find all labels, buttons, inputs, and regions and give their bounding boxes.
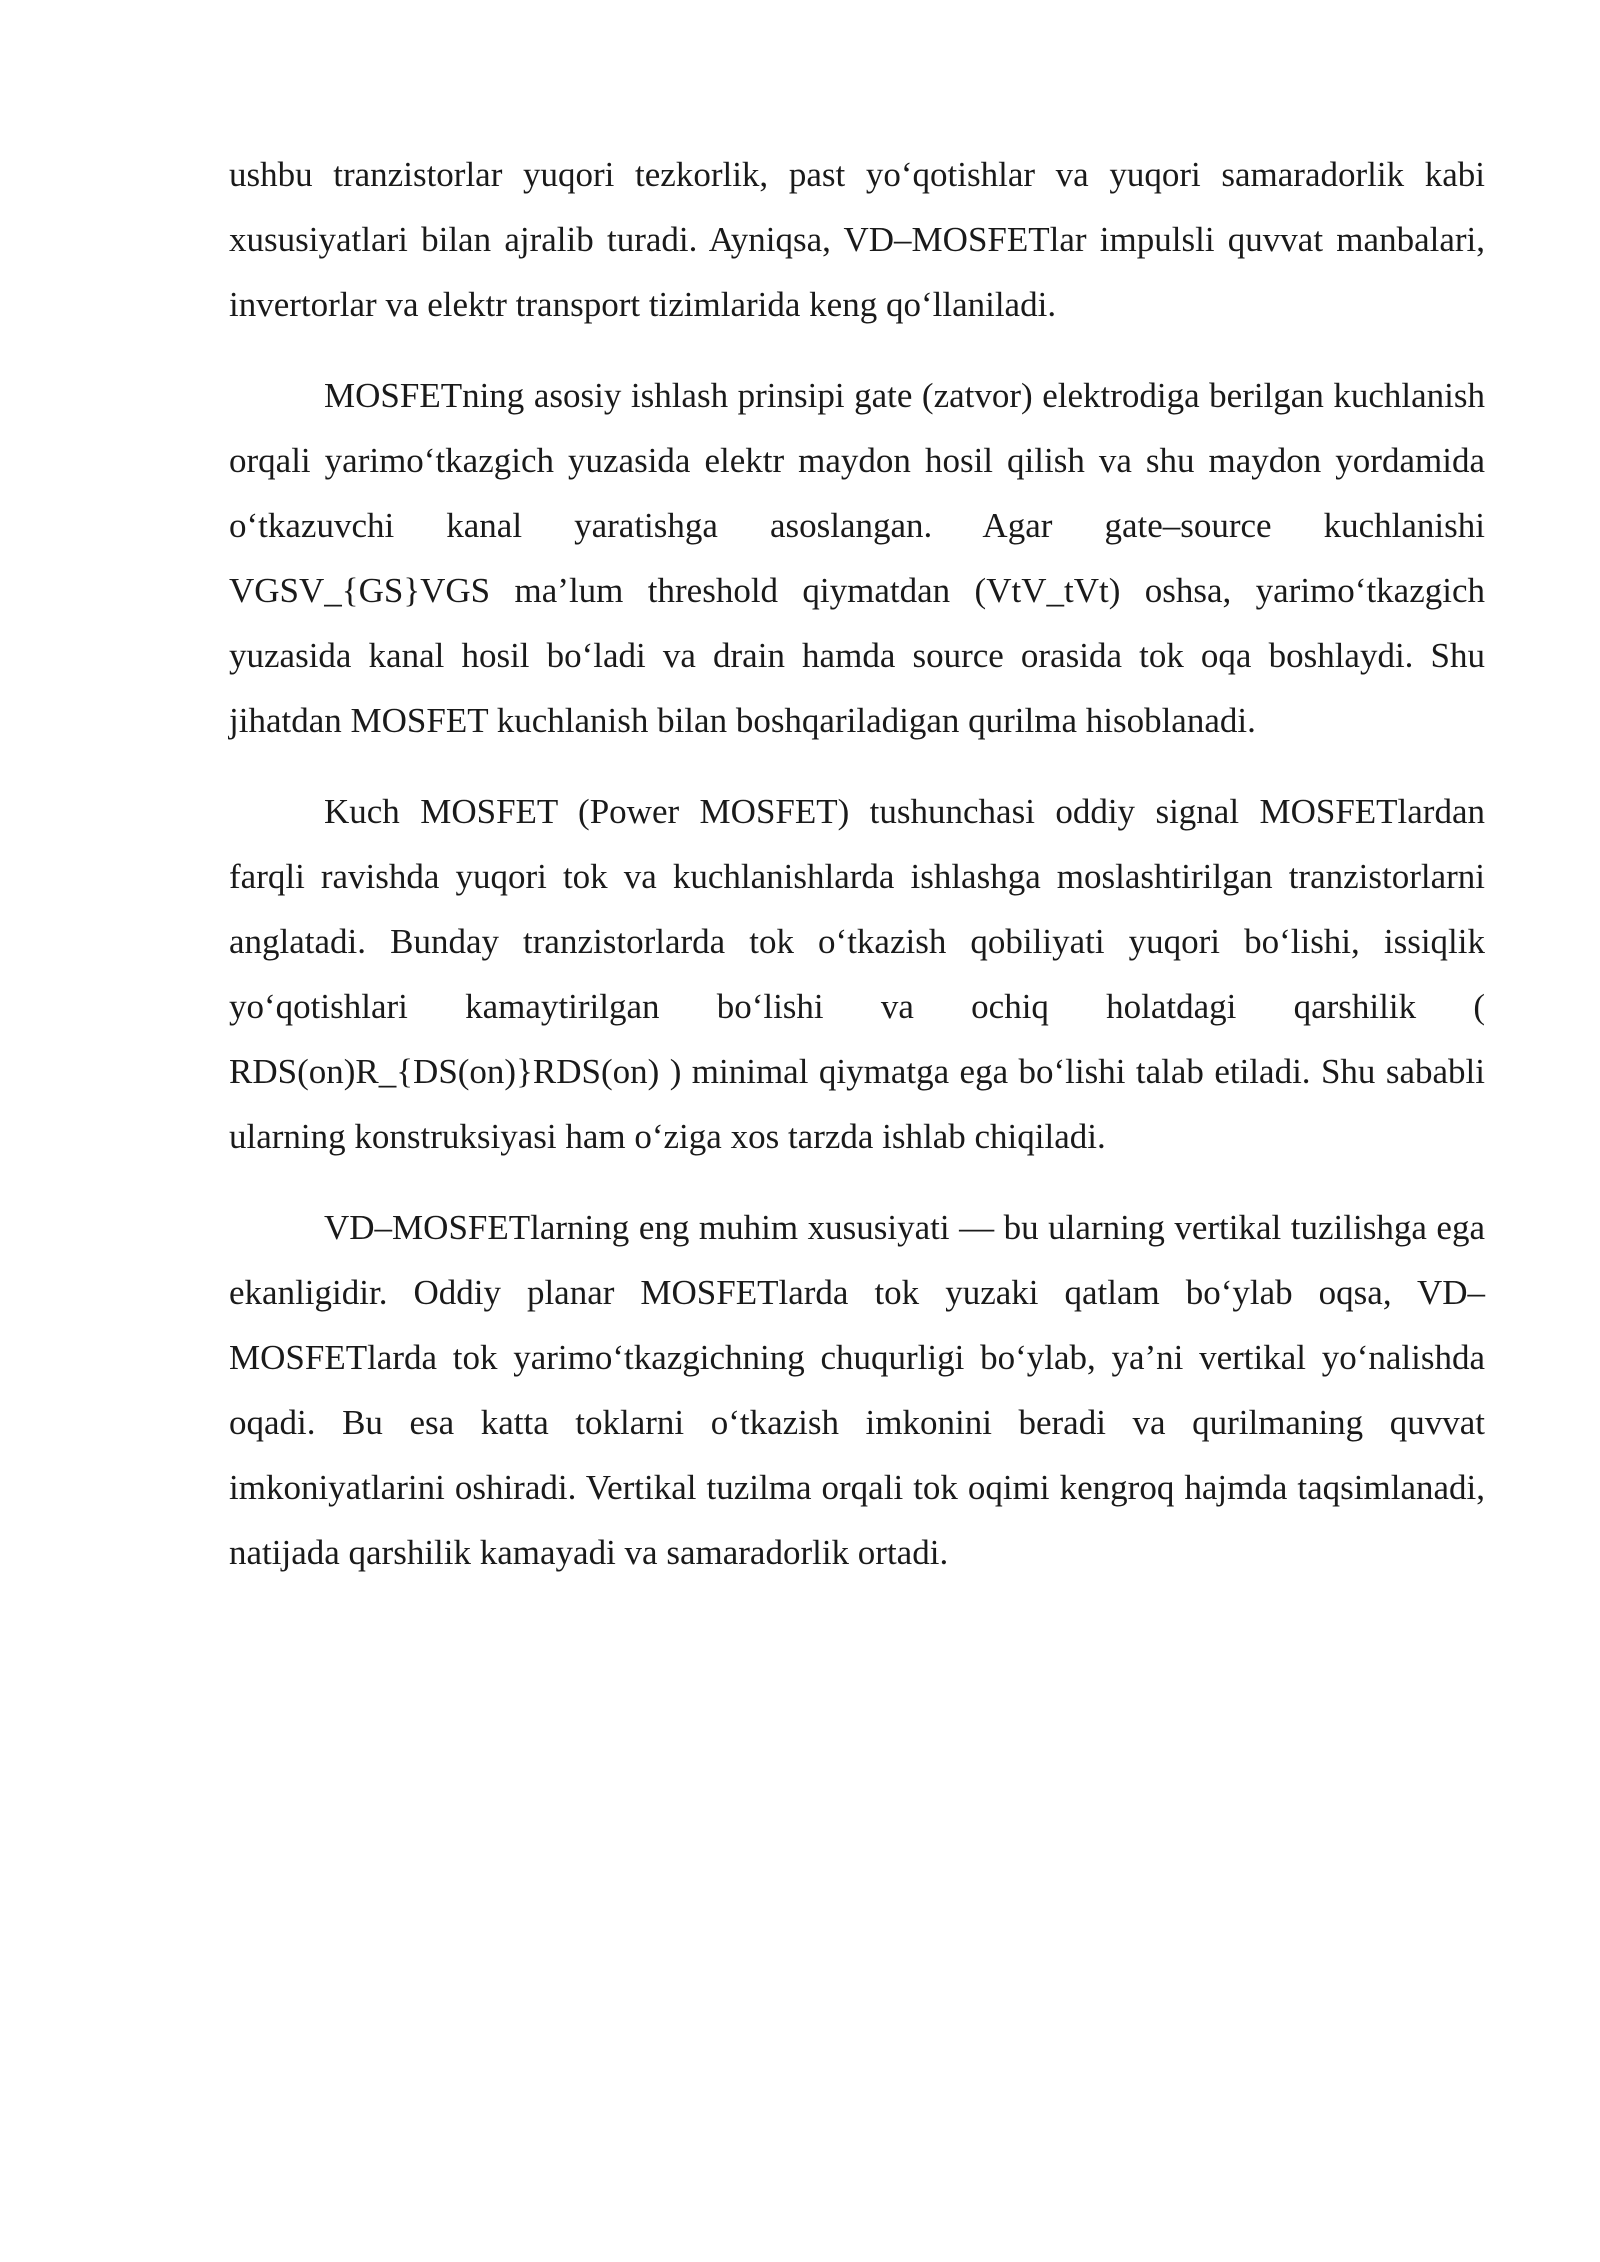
paragraph-power-mosfet: Kuch MOSFET (Power MOSFET) tushunchasi oddiy signal MOSFETlardan farqli ravishda yuqori tok va kuchlanishlarda ishlashga moslashtirilgan tranzistorlarni anglatadi. Bunday tranzistorlarda tok o‘tkazish qobiliyati yuqori bo‘lishi, issiqlik yo‘qotishlari kamaytirilgan bo‘lishi va ochiq holatdagi qarshilik ( RDS(on)R_{DS(on)}RDS(on) ) minimal qiymatga ega bo‘lishi talab etiladi. Shu sababli ularning konstruksiyasi ham o‘ziga xos tarzda ishlab chiqiladi. xyxy=(229,792,1485,1156)
document-body xyxy=(229,142,1485,1611)
paragraph-continuation: ushbu tranzistorlar yuqori tezkorlik, past yo‘qotishlar va yuqori samaradorlik kabi xususiyatlari bilan ajralib turadi. Ayniqsa, VD–MOSFETlar impulsli quvvat manbalari, invertorlar va elektr transport tizimlarida keng qo‘llaniladi. xyxy=(229,155,1485,324)
paragraph-vd-mosfet-structure: VD–MOSFETlarning eng muhim xususiyati — bu ularning vertikal tuzilishga ega ekanligidir. Oddiy planar MOSFETlarda tok yuzaki qatlam bo‘ylab oqsa, VD–MOSFETlarda tok yarimo‘tkazgichning chuqurligi bo‘ylab, ya’ni vertikal yo‘nalishda oqadi. Bu esa katta toklarni o‘tkazish imkonini beradi va qurilmaning quvvat imkoniyatlarini oshiradi. Vertikal tuzilma orqali tok oqimi kengroq hajmda taqsimlanadi, natijada qarshilik kamayadi va samaradorlik ortadi. xyxy=(229,1208,1485,1572)
paragraph-mosfet-principle: MOSFETning asosiy ishlash prinsipi gate (zatvor) elektrodiga berilgan kuchlanish orqali yarimo‘tkazgich yuzasida elektr maydon hosil qilish va shu maydon yordamida o‘tkazuvchi kanal yaratishga asoslangan. Agar gate–source kuchlanishi VGSV_{GS}VGS ma’lum threshold qiymatdan (VtV_tVt) oshsa, yarimo‘tkazgich yuzasida kanal hosil bo‘ladi va drain hamda source orasida tok oqa boshlaydi. Shu jihatdan MOSFET kuchlanish bilan boshqariladigan qurilma hisoblanadi. xyxy=(229,376,1485,740)
